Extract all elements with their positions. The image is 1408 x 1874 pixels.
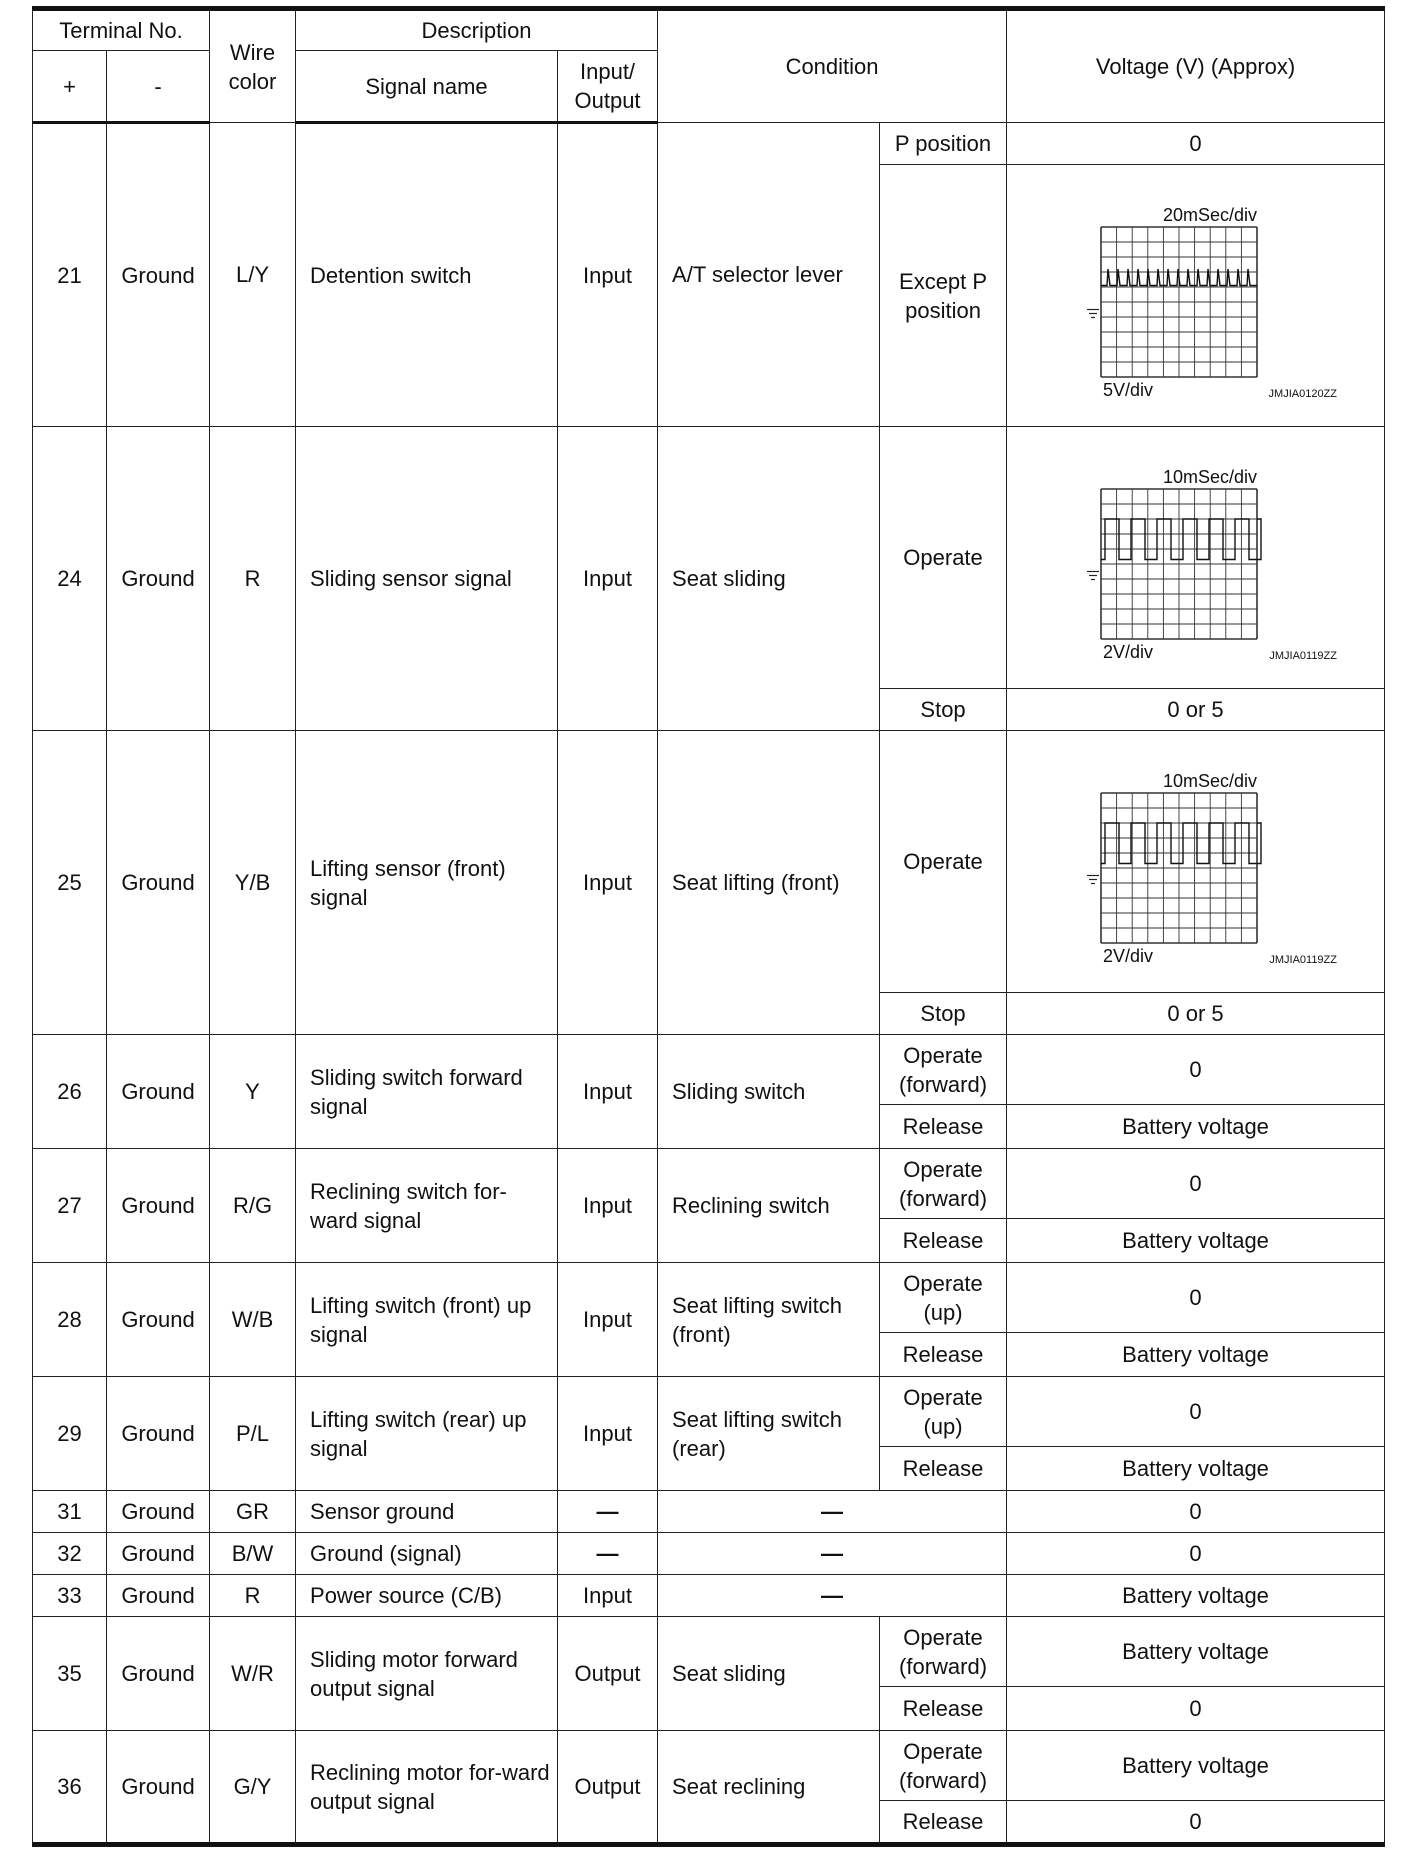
signal-name-cell: Ground (signal) [296,1533,558,1575]
signal-name-cell: Lifting switch (front) up signal [296,1263,558,1377]
table-row [33,1035,1385,1105]
waveform-trace [1101,269,1257,286]
oscilloscope-waveform-figure [1051,757,1341,967]
condition-state-cell: P position [880,123,1007,165]
table-row [33,1263,1385,1333]
voltage-value-cell: 0 or 5 [1007,993,1385,1035]
wire-color-cell: L/Y [210,123,296,427]
table-row [33,1575,1385,1617]
terminal-no-header: Terminal No. [33,9,210,51]
signal-name-cell: Lifting sensor (front) signal [296,731,558,1035]
signal-name-cell: Reclining motor for-ward output signal [296,1731,558,1845]
voltage-value-cell: 0 [1007,123,1385,165]
oscilloscope-waveform-figure [1051,453,1341,663]
terminal-minus-cell: Ground [107,1731,210,1845]
terminal-plus-cell: 21 [33,123,107,427]
oscilloscope-waveform-figure [1051,191,1341,401]
terminal-plus-cell: 27 [33,1149,107,1263]
description-header: Description [296,9,658,51]
input-output-cell: Output [558,1617,658,1731]
input-output-cell: — [558,1491,658,1533]
terminal-minus-cell: Ground [107,427,210,731]
table-row [33,1149,1385,1219]
voltage-value-cell: 0 [1007,1149,1385,1219]
signal-name-cell: Detention switch [296,123,558,427]
wire-color-cell: Y [210,1035,296,1149]
input-output-cell: Output [558,1731,658,1845]
signal-name-cell: Sliding switch forward signal [296,1035,558,1149]
condition-cell: Reclining switch [658,1149,880,1263]
input-output-cell: Input [558,1149,658,1263]
figure-code-label: JMJIA0119ZZ [1268,953,1337,966]
minus-header: - [107,51,210,123]
condition-cell: Seat reclining [658,1731,880,1845]
condition-state-cell: Except P position [880,165,1007,427]
scope-grid [1101,489,1257,639]
terminal-minus-cell: Ground [107,1491,210,1533]
voltage-waveform-cell [1007,731,1385,993]
figure-code-label: JMJIA0119ZZ [1268,649,1337,662]
terminal-minus-cell: Ground [107,1035,210,1149]
condition-state-cell: Release [880,1687,1007,1731]
condition-state-cell: Operate (up) [880,1263,1007,1333]
table-row [33,1617,1385,1687]
condition-cell: — [658,1533,1007,1575]
wire-color-cell: B/W [210,1533,296,1575]
figure-code-label: JMJIA0120ZZ [1268,387,1337,400]
condition-state-cell: Release [880,1333,1007,1377]
wire-color-cell: R [210,427,296,731]
time-division-label: 20mSec/div [1162,204,1257,225]
voltage-value-cell: 0 [1007,1533,1385,1575]
condition-cell: — [658,1491,1007,1533]
signal-name-cell: Sensor ground [296,1491,558,1533]
condition-state-cell: Operate [880,731,1007,993]
ground-marker-icon [1087,571,1099,579]
time-division-label: 10mSec/div [1162,466,1257,487]
condition-cell: Sliding switch [658,1035,880,1149]
condition-cell: Seat lifting (front) [658,731,880,1035]
voltage-value-cell: 0 [1007,1687,1385,1731]
terminal-table [32,6,1385,1847]
condition-state-cell: Release [880,1219,1007,1263]
volt-division-label: 2V/div [1102,945,1153,966]
wire-color-cell: R/G [210,1149,296,1263]
voltage-value-cell: 0 [1007,1801,1385,1845]
condition-state-cell: Operate (forward) [880,1731,1007,1801]
voltage-value-cell: Battery voltage [1007,1105,1385,1149]
terminal-minus-cell: Ground [107,731,210,1035]
volt-division-label: 2V/div [1102,641,1153,662]
wire-color-cell: W/B [210,1263,296,1377]
voltage-value-cell: Battery voltage [1007,1447,1385,1491]
plus-header: + [33,51,107,123]
condition-state-cell: Operate (forward) [880,1617,1007,1687]
terminal-minus-cell: Ground [107,1263,210,1377]
condition-state-cell: Release [880,1105,1007,1149]
waveform-trace [1101,519,1261,560]
input-output-header: Input/ Output [558,51,658,123]
condition-cell: — [658,1575,1007,1617]
condition-cell: Seat lifting switch (rear) [658,1377,880,1491]
terminal-plus-cell: 32 [33,1533,107,1575]
terminal-table-container [32,6,1384,1847]
voltage-value-cell: 0 [1007,1491,1385,1533]
condition-cell: Seat sliding [658,427,880,731]
voltage-value-cell: Battery voltage [1007,1575,1385,1617]
terminal-minus-cell: Ground [107,1575,210,1617]
signal-name-cell: Sliding motor forward output signal [296,1617,558,1731]
signal-name-cell: Sliding sensor signal [296,427,558,731]
terminal-plus-cell: 29 [33,1377,107,1491]
voltage-value-cell: Battery voltage [1007,1219,1385,1263]
input-output-cell: — [558,1533,658,1575]
terminal-plus-cell: 25 [33,731,107,1035]
signal-name-cell: Power source (C/B) [296,1575,558,1617]
table-row [33,427,1385,689]
waveform-trace [1101,823,1261,864]
table-row [33,1533,1385,1575]
voltage-header: Voltage (V) (Approx) [1007,9,1385,123]
terminal-plus-cell: 31 [33,1491,107,1533]
voltage-value-cell: 0 or 5 [1007,689,1385,731]
voltage-value-cell: 0 [1007,1035,1385,1105]
terminal-minus-cell: Ground [107,1377,210,1491]
condition-header: Condition [658,9,1007,123]
voltage-value-cell: Battery voltage [1007,1731,1385,1801]
input-output-cell: Input [558,1575,658,1617]
terminal-minus-cell: Ground [107,1533,210,1575]
wire-color-header: Wire color [210,9,296,123]
signal-name-header: Signal name [296,51,558,123]
input-output-cell: Input [558,123,658,427]
condition-cell: Seat sliding [658,1617,880,1731]
terminal-plus-cell: 35 [33,1617,107,1731]
input-output-cell: Input [558,731,658,1035]
voltage-value-cell: Battery voltage [1007,1617,1385,1687]
terminal-minus-cell: Ground [107,1149,210,1263]
input-output-cell: Input [558,1263,658,1377]
signal-name-cell: Reclining switch for-ward signal [296,1149,558,1263]
wire-color-cell: W/R [210,1617,296,1731]
input-output-cell: Input [558,1377,658,1491]
voltage-waveform-cell [1007,427,1385,689]
ground-marker-icon [1087,309,1099,317]
scope-grid [1101,227,1257,377]
terminal-plus-cell: 33 [33,1575,107,1617]
input-output-cell: Input [558,1035,658,1149]
table-row [33,1731,1385,1801]
scope-grid [1101,793,1257,943]
table-row [33,1491,1385,1533]
terminal-minus-cell: Ground [107,123,210,427]
voltage-waveform-cell [1007,165,1385,427]
voltage-value-cell: 0 [1007,1263,1385,1333]
voltage-value-cell: Battery voltage [1007,1333,1385,1377]
input-output-cell: Input [558,427,658,731]
condition-state-cell: Operate [880,427,1007,689]
condition-state-cell: Operate (up) [880,1377,1007,1447]
terminal-minus-cell: Ground [107,1617,210,1731]
condition-state-cell: Stop [880,689,1007,731]
wire-color-cell: P/L [210,1377,296,1491]
volt-division-label: 5V/div [1102,379,1153,400]
wire-color-cell: GR [210,1491,296,1533]
table-body [33,123,1385,1845]
wire-color-cell: R [210,1575,296,1617]
table-row [33,731,1385,993]
terminal-plus-cell: 28 [33,1263,107,1377]
terminal-plus-cell: 24 [33,427,107,731]
terminal-plus-cell: 36 [33,1731,107,1845]
condition-state-cell: Release [880,1447,1007,1491]
voltage-value-cell: 0 [1007,1377,1385,1447]
condition-cell: Seat lifting switch (front) [658,1263,880,1377]
signal-name-cell: Lifting switch (rear) up signal [296,1377,558,1491]
ground-marker-icon [1087,875,1099,883]
condition-state-cell: Stop [880,993,1007,1035]
wire-color-cell: Y/B [210,731,296,1035]
table-row [33,1377,1385,1447]
wire-color-cell: G/Y [210,1731,296,1845]
condition-state-cell: Operate (forward) [880,1035,1007,1105]
terminal-plus-cell: 26 [33,1035,107,1149]
time-division-label: 10mSec/div [1162,770,1257,791]
table-row [33,123,1385,165]
condition-state-cell: Operate (forward) [880,1149,1007,1219]
condition-state-cell: Release [880,1801,1007,1845]
condition-cell: A/T selector lever [658,123,880,427]
